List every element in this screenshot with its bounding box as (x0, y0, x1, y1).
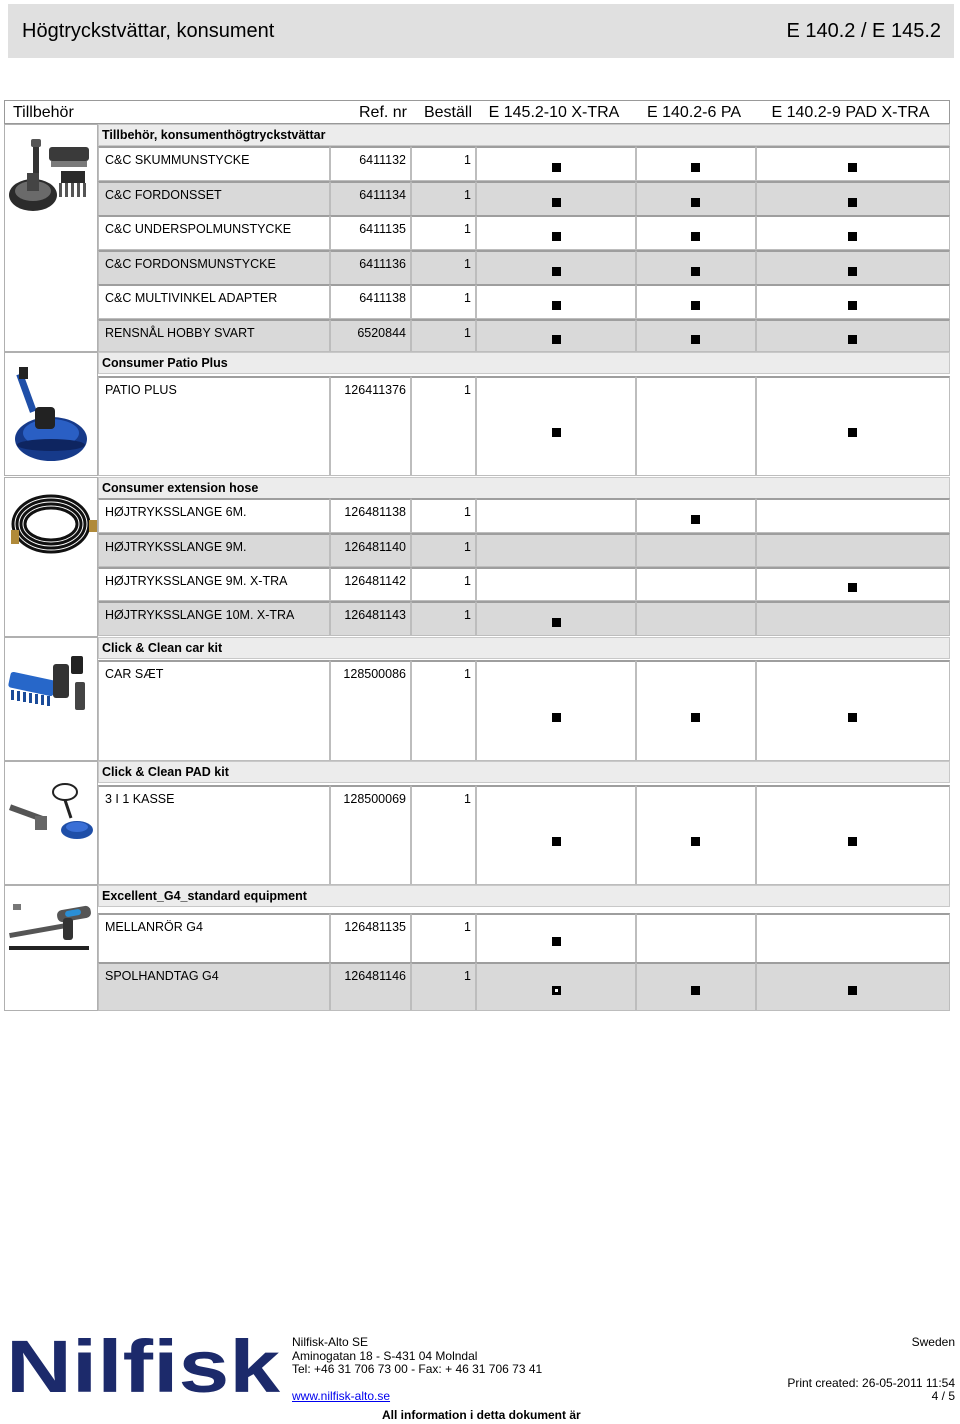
table-row (98, 319, 950, 352)
table-row (98, 250, 950, 285)
order-qty-cell-text: 1 (464, 969, 471, 983)
part-name-cell-text: RENSNÅL HOBBY SVART (105, 326, 255, 340)
order-qty-cell-text: 1 (464, 153, 471, 167)
page-number: 4 / 5 (931, 1389, 955, 1403)
fit-mark-icon (848, 232, 857, 241)
order-qty-cell-text: 1 (464, 222, 471, 236)
order-qty-cell (411, 601, 476, 636)
model-3-cell (756, 785, 950, 885)
fit-mark-special-icon (552, 986, 561, 995)
ref-number-cell-text: 6411138 (359, 291, 406, 305)
group-image (4, 124, 98, 352)
fit-mark-icon (552, 198, 561, 207)
part-name-cell-text: C&C FORDONSMUNSTYCKE (105, 257, 276, 271)
fit-mark-icon (552, 837, 561, 846)
model-1-cell (476, 785, 636, 885)
ref-number-cell-text: 126481140 (344, 540, 406, 554)
table-row (98, 601, 950, 636)
ref-number-cell-text: 126481142 (344, 574, 406, 588)
document-title: Högtryckstvättar, konsument (22, 20, 275, 42)
fit-mark-icon (848, 267, 857, 276)
part-name-cell-text: HØJTRYKSSLANGE 9M. (105, 540, 247, 554)
fit-mark-icon (848, 335, 857, 344)
order-qty-cell (411, 962, 476, 1011)
order-qty-cell-text: 1 (464, 608, 471, 622)
group-title: Tillbehör, konsumenthögtryckstvättar (98, 124, 950, 146)
fit-mark-icon (552, 335, 561, 344)
ref-number-cell-text: 6411132 (359, 153, 406, 167)
fit-mark-icon (552, 163, 561, 172)
model-2-cell (636, 785, 756, 885)
part-name-cell (98, 319, 330, 352)
table-row (98, 660, 950, 761)
ref-number-cell-text: 128500069 (343, 792, 406, 806)
ref-number-cell-text: 6411135 (359, 222, 406, 236)
part-name-cell (98, 498, 330, 533)
website-link[interactable]: www.nilfisk-alto.se (292, 1389, 391, 1403)
order-qty-cell-text: 1 (464, 667, 471, 681)
order-qty-cell (411, 250, 476, 285)
fit-mark-icon (691, 198, 700, 207)
fit-mark-icon (691, 515, 700, 524)
model-3-cell (756, 913, 950, 963)
fit-mark-icon (552, 301, 561, 310)
column-header-order: Beställ (411, 100, 476, 124)
table-row (98, 567, 950, 601)
part-name-cell (98, 913, 330, 963)
fit-mark-icon (691, 232, 700, 241)
fit-mark-icon (848, 837, 857, 846)
ref-number-cell (330, 250, 411, 285)
column-header-accessory: Tillbehör (4, 100, 330, 124)
group-title: Click & Clean car kit (98, 637, 950, 659)
part-name-cell-text: MELLANRÖR G4 (105, 920, 203, 934)
part-name-cell-text: 3 I 1 KASSE (105, 792, 175, 806)
column-header-model-3: E 140.2-9 PAD X-TRA (756, 100, 950, 124)
fit-mark-icon (552, 618, 561, 627)
group-image (4, 761, 98, 885)
model-3-cell (756, 498, 950, 533)
table-row (98, 498, 950, 533)
ref-number-cell-text: 6411134 (359, 188, 406, 202)
order-qty-cell-text: 1 (464, 505, 471, 519)
ref-number-cell (330, 319, 411, 352)
fit-mark-icon (552, 232, 561, 241)
part-name-cell (98, 533, 330, 567)
order-qty-cell (411, 146, 476, 181)
part-name-cell (98, 215, 330, 250)
part-name-cell-text: C&C SKUMMUNSTYCKE (105, 153, 250, 167)
part-name-cell (98, 785, 330, 885)
model-1-cell (476, 660, 636, 761)
order-qty-cell-text: 1 (464, 326, 471, 340)
order-qty-cell (411, 498, 476, 533)
country: Sweden (911, 1335, 955, 1349)
model-1-cell (476, 533, 636, 567)
order-qty-cell-text: 1 (464, 792, 471, 806)
table-row (98, 533, 950, 567)
ref-number-cell (330, 913, 411, 963)
part-name-cell (98, 660, 330, 761)
order-qty-cell (411, 284, 476, 319)
fit-mark-icon (691, 163, 700, 172)
model-3-cell (756, 601, 950, 636)
group-image (4, 352, 98, 476)
order-qty-cell-text: 1 (464, 540, 471, 554)
group-title: Consumer Patio Plus (98, 352, 950, 374)
ref-number-cell (330, 215, 411, 250)
fit-mark-icon (848, 163, 857, 172)
part-name-cell (98, 376, 330, 476)
model-2-cell (636, 660, 756, 761)
model-2-cell (636, 376, 756, 476)
ref-number-cell-text: 126411376 (344, 383, 406, 397)
hose-coil-icon (5, 486, 97, 566)
ref-number-cell (330, 181, 411, 216)
fit-mark-icon (552, 937, 561, 946)
model-2-cell (636, 533, 756, 567)
fit-mark-icon (552, 428, 561, 437)
model-3-cell (756, 376, 950, 476)
table-row (98, 215, 950, 250)
spray-gun-icon (5, 894, 97, 964)
order-qty-cell-text: 1 (464, 920, 471, 934)
print-created: Print created: 26-05-2011 11:54 (787, 1376, 955, 1390)
table-row (98, 284, 950, 319)
fit-mark-icon (691, 713, 700, 722)
order-qty-cell (411, 567, 476, 601)
fit-mark-icon (848, 428, 857, 437)
order-qty-cell (411, 660, 476, 761)
column-header-model-1: E 145.2-10 X-TRA (476, 100, 636, 124)
fit-mark-icon (691, 335, 700, 344)
ref-number-cell (330, 962, 411, 1011)
fit-mark-icon (848, 986, 857, 995)
fit-mark-icon (552, 267, 561, 276)
model-1-cell (476, 567, 636, 601)
part-name-cell-text: SPOLHANDTAG G4 (105, 969, 219, 983)
table-row (98, 785, 950, 885)
pad-kit-icon (5, 770, 97, 850)
ref-number-cell-text: 126481138 (344, 505, 406, 519)
ref-number-cell-text: 128500086 (343, 667, 406, 681)
company-address: Aminogatan 18 - S-431 04 Molndal (292, 1349, 478, 1363)
order-qty-cell (411, 181, 476, 216)
part-name-cell (98, 601, 330, 636)
order-qty-cell-text: 1 (464, 383, 471, 397)
column-header-ref: Ref. nr (330, 100, 411, 124)
group-title: Consumer extension hose (98, 477, 950, 499)
part-name-cell (98, 181, 330, 216)
ref-number-cell (330, 146, 411, 181)
table-row (98, 146, 950, 181)
part-name-cell (98, 567, 330, 601)
table-row (98, 181, 950, 216)
fit-mark-icon (691, 837, 700, 846)
fit-mark-icon (848, 583, 857, 592)
model-3-cell (756, 660, 950, 761)
company-name: Nilfisk-Alto SE (292, 1335, 369, 1349)
part-name-cell-text: CAR SÆT (105, 667, 164, 681)
order-qty-cell (411, 913, 476, 963)
ref-number-cell-text: 126481143 (344, 608, 406, 622)
patio-cleaner-icon (5, 361, 97, 471)
part-name-cell-text: C&C FORDONSSET (105, 188, 222, 202)
fit-mark-icon (691, 986, 700, 995)
ref-number-cell (330, 601, 411, 636)
part-name-cell-text: HØJTRYKSSLANGE 6M. (105, 505, 247, 519)
order-qty-cell-text: 1 (464, 291, 471, 305)
order-qty-cell-text: 1 (464, 188, 471, 202)
part-name-cell (98, 962, 330, 1011)
group-image (4, 637, 98, 761)
order-qty-cell (411, 319, 476, 352)
order-qty-cell (411, 785, 476, 885)
logo-wordmark: Nilfisk (6, 1336, 282, 1398)
order-qty-cell (411, 215, 476, 250)
table-row (98, 962, 950, 1011)
disclaimer: All information i detta dokument är (382, 1408, 581, 1422)
order-qty-cell-text: 1 (464, 257, 471, 271)
ref-number-cell-text: 126481146 (344, 969, 406, 983)
fit-mark-icon (691, 267, 700, 276)
part-name-cell-text: C&C MULTIVINKEL ADAPTER (105, 291, 278, 305)
fit-mark-icon (691, 301, 700, 310)
model-1-cell (476, 376, 636, 476)
nozzle-accessories-icon (5, 133, 97, 233)
car-kit-brush-icon (5, 646, 97, 726)
ref-number-cell-text: 6411136 (359, 257, 406, 271)
fit-mark-icon (848, 301, 857, 310)
page-header (8, 4, 954, 58)
model-2-cell (636, 601, 756, 636)
ref-number-cell-text: 126481135 (344, 920, 406, 934)
group-image (4, 477, 98, 637)
part-name-cell-text: HØJTRYKSSLANGE 9M. X-TRA (105, 574, 288, 588)
order-qty-cell (411, 533, 476, 567)
ref-number-cell (330, 785, 411, 885)
model-2-cell (636, 567, 756, 601)
ref-number-cell (330, 376, 411, 476)
fit-mark-icon (848, 713, 857, 722)
order-qty-cell-text: 1 (464, 574, 471, 588)
ref-number-cell (330, 284, 411, 319)
column-header-model-2: E 140.2-6 PA (636, 100, 756, 124)
nilfisk-logo (6, 1336, 282, 1398)
part-name-cell (98, 146, 330, 181)
ref-number-cell (330, 567, 411, 601)
part-name-cell-text: C&C UNDERSPOLMUNSTYCKE (105, 222, 292, 236)
model-2-cell (636, 913, 756, 963)
ref-number-cell-text: 6520844 (357, 326, 406, 340)
part-name-cell-text: PATIO PLUS (105, 383, 177, 397)
table-row (98, 376, 950, 476)
ref-number-cell (330, 498, 411, 533)
group-title: Excellent_G4_standard equipment (98, 885, 950, 907)
table-row (98, 913, 950, 963)
fit-mark-icon (552, 713, 561, 722)
model-3-cell (756, 533, 950, 567)
model-1-cell (476, 498, 636, 533)
model-title: E 140.2 / E 145.2 (786, 20, 941, 42)
part-name-cell (98, 284, 330, 319)
part-name-cell (98, 250, 330, 285)
ref-number-cell (330, 533, 411, 567)
part-name-cell-text: HØJTRYKSSLANGE 10M. X-TRA (105, 608, 295, 622)
group-title: Click & Clean PAD kit (98, 761, 950, 783)
group-image (4, 885, 98, 1011)
ref-number-cell (330, 660, 411, 761)
order-qty-cell (411, 376, 476, 476)
fit-mark-icon (848, 198, 857, 207)
company-phone: Tel: +46 31 706 73 00 - Fax: + 46 31 706 73 41 (292, 1362, 543, 1376)
